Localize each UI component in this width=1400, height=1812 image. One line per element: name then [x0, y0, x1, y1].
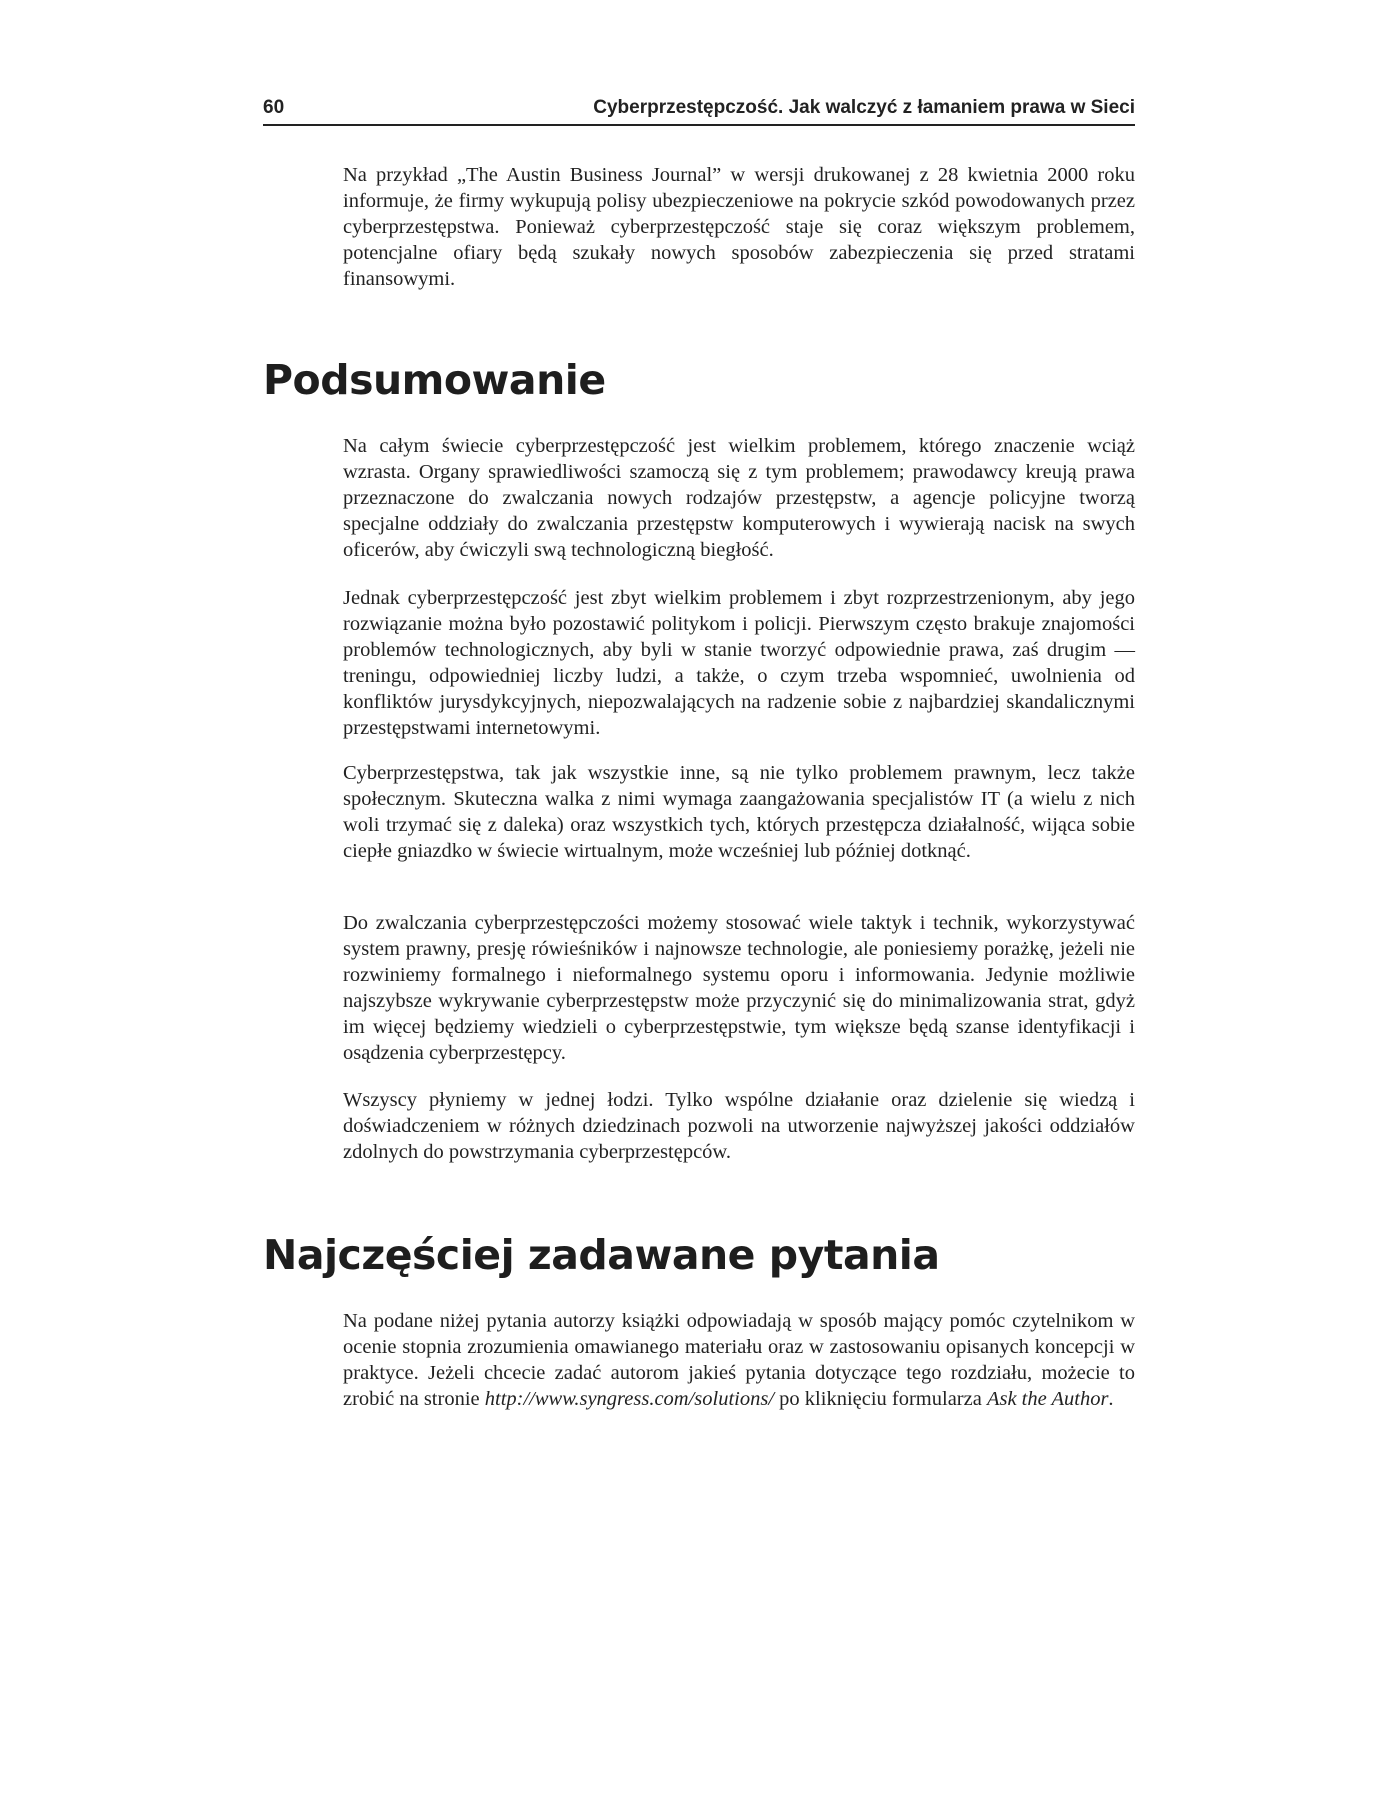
- faq-text-between: po kliknięciu formularza: [774, 1388, 987, 1410]
- book-title: Cyberprzestępczość. Jak walczyć z łamaniem prawa w Sieci: [593, 97, 1135, 118]
- faq-text-end: .: [1108, 1388, 1114, 1410]
- summary-heading: Podsumowanie: [263, 356, 606, 404]
- summary-paragraph-5: Wszyscy płyniemy w jednej łodzi. Tylko wspólne działanie oraz dzielenie się wiedzą i doświadczeniem w różnych dziedzinach pozwoli na utworzenie najwyższej jakości oddziałów zdolnych do powstrzymania cyberprzestępców.: [343, 1089, 1135, 1163]
- running-header: [263, 96, 1135, 126]
- summary-paragraph-3: Cyberprzestępstwa, tak jak wszystkie inne, są nie tylko problemem prawnym, lecz także społecznym. Skuteczna walka z nimi wymaga zaangażowania specjalistów IT (a wielu z nich woli trzymać się z daleka) oraz wszystkich tych, których przestępcza działalność, wijąca sobie ciepłe gniazdko w świecie wirtualnym, może wcześniej lub później dotknąć.: [343, 762, 1135, 862]
- summary-paragraph-2: Jednak cyberprzestępczość jest zbyt wielkim problemem i zbyt rozprzestrzenionym, aby jego rozwiązanie można było pozostawić politykom i policji. Pierwszym często brakuje znajomości problemów technologicznych, aby byli w stanie tworzyć odpowiednie prawa, zaś drugim — treningu, odpowiedniej liczby ludzi, a także, o czym trzeba wspomnieć, uwolnienia od konfliktów jurysdykcyjnych, niepozwalających na radzenie sobie z najbardziej skandalicznymi przestępstwami internetowymi.: [343, 587, 1135, 739]
- page-number: 60: [263, 97, 285, 118]
- intro-paragraph: Na przykład „The Austin Business Journal” w wersji drukowanej z 28 kwietnia 2000 roku informuje, że firmy wykupują polisy ubezpieczeniowe na pokrycie szkód powodowanych przez cyberprzestępstwa. Ponieważ cyberprzestępczość staje się coraz większym problemem, potencjalne ofiary będą szukały nowych sposobów zabezpieczenia się przed stratami finansowymi.: [343, 164, 1135, 290]
- faq-url: http://www.syngress.com/solutions/: [484, 1388, 775, 1410]
- summary-paragraph-1: Na całym świecie cyberprzestępczość jest wielkim problemem, którego znaczenie wciąż wzrasta. Organy sprawiedliwości szamoczą się z tym problemem; prawodawcy kreują prawa przeznaczone do zwalczania nowych rodzajów przestępstw, a agencje policyjne tworzą specjalne oddziały do zwalczania przestępstw komputerowych i wywierają nacisk na swych oficerów, aby ćwiczyli swą technologiczną biegłość.: [343, 435, 1135, 561]
- faq-form-name: Ask the Author: [986, 1388, 1109, 1410]
- faq-text-before-url: Na podane niżej pytania autorzy książki odpowiadają w sposób mający pomóc czytelnikom w ocenie stopnia zrozumienia omawianego materiału oraz w zastosowaniu opisanych koncepcji w praktyce. Jeżeli chcecie zadać autorom jakieś pytania dotyczące tego rozdziału, możecie to zrobić na stronie: [343, 1310, 1135, 1410]
- faq-heading: Najczęściej zadawane pytania: [263, 1231, 940, 1279]
- summary-paragraph-4: Do zwalczania cyberprzestępczości możemy stosować wiele taktyk i technik, wykorzystywać system prawny, presję rówieśników i najnowsze technologie, ale poniesiemy porażkę, jeżeli nie rozwiniemy formalnego i nieformalnego systemu oporu i informowania. Jedynie możliwie najszybsze wykrywanie cyberprzestępstw może przyczynić się do minimalizowania strat, gdyż im więcej będziemy wiedzieli o cyberprzestępstwie, tym większe będą szanse identyfikacji i osądzenia cyberprzestępcy.: [343, 912, 1135, 1064]
- faq-paragraph: [343, 1308, 1135, 1412]
